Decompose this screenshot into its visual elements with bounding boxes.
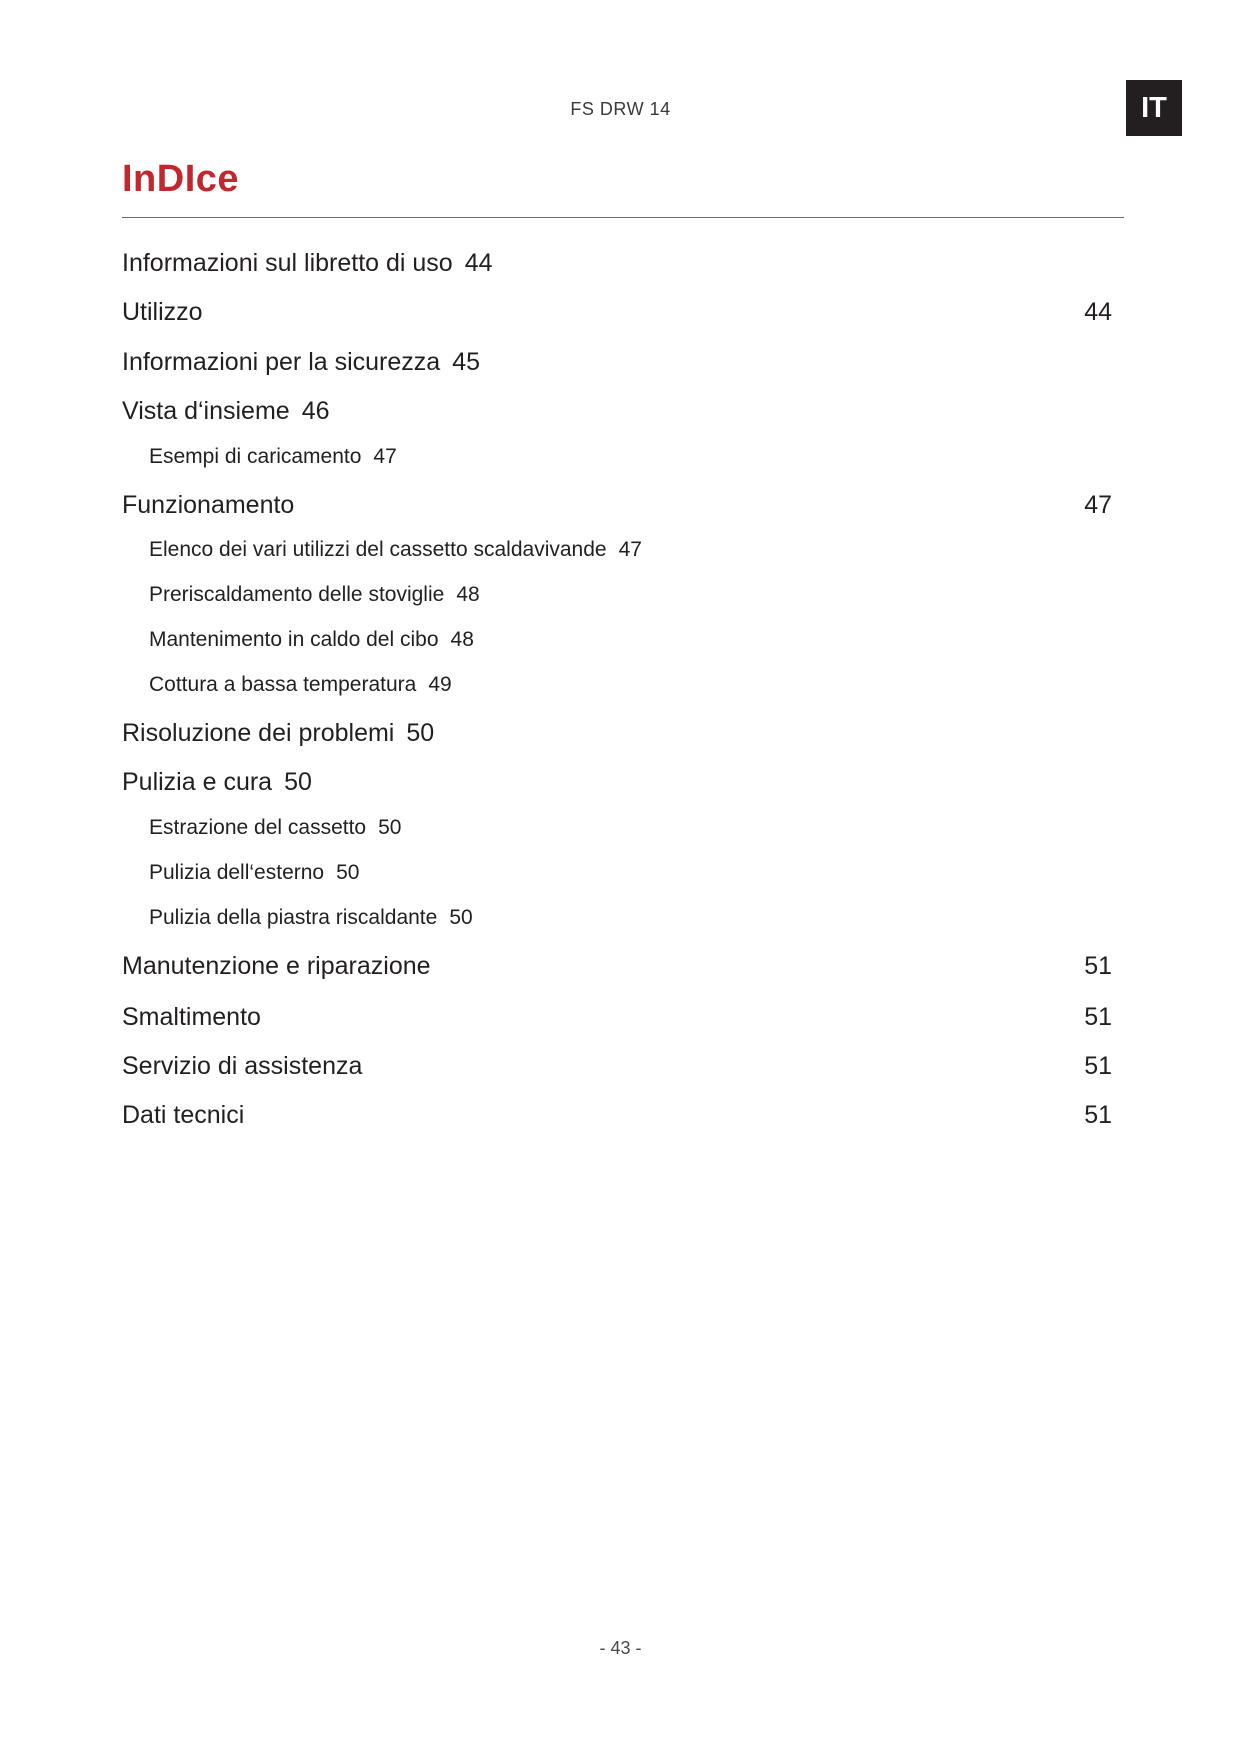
toc-entry-label: Utilizzo bbox=[122, 298, 203, 326]
toc-entry-page: 51 bbox=[1084, 1052, 1112, 1080]
toc-entry-label: Mantenimento in caldo del cibo bbox=[149, 628, 439, 651]
toc-entry-label: Pulizia e cura bbox=[122, 768, 273, 796]
toc-entry-label: Funzionamento bbox=[122, 491, 295, 519]
toc-entry-page: 50 bbox=[406, 719, 435, 747]
toc-entry-page: 47 bbox=[1084, 491, 1112, 519]
toc-entry-label: Cottura a bassa temperatura bbox=[149, 673, 417, 696]
toc-entry-preriscaldamento[interactable] bbox=[149, 582, 1139, 608]
toc-entry-page: 48 bbox=[456, 583, 480, 606]
toc-entry-page: 51 bbox=[1084, 1101, 1112, 1129]
toc-entry-page: 47 bbox=[618, 538, 642, 561]
toc-entry-esempi-caricamento[interactable] bbox=[149, 444, 1139, 470]
toc-entry-page: 49 bbox=[428, 673, 452, 696]
toc-entry-page: 51 bbox=[1084, 1003, 1112, 1031]
toc-entry-dati-tecnici[interactable] bbox=[122, 1100, 1112, 1130]
toc-entry-informazioni-libretto[interactable] bbox=[122, 248, 1112, 278]
toc-entry-page: 50 bbox=[336, 861, 360, 884]
toc-entry-page: 51 bbox=[1084, 952, 1112, 980]
toc-entry-label: Pulizia della piastra riscaldante bbox=[149, 906, 438, 929]
toc-entry-label: Pulizia dell‘esterno bbox=[149, 861, 325, 884]
toc-entry-label: Dati tecnici bbox=[122, 1101, 245, 1129]
toc-entry-label: Smaltimento bbox=[122, 1003, 261, 1031]
toc-entry-mantenimento-caldo[interactable] bbox=[149, 627, 1139, 653]
toc-entry-label: Estrazione del cassetto bbox=[149, 816, 367, 839]
toc-entry-pulizia-esterno[interactable] bbox=[149, 860, 1139, 886]
toc-entry-label: Manutenzione e riparazione bbox=[122, 952, 431, 980]
toc-entry-cottura-bassa-temperatura[interactable] bbox=[149, 672, 1139, 698]
toc-entry-manutenzione-riparazione[interactable] bbox=[122, 951, 1112, 981]
document-model-header: FS DRW 14 bbox=[570, 99, 671, 119]
toc-entry-page: 45 bbox=[452, 348, 481, 376]
toc-entry-sicurezza[interactable] bbox=[122, 347, 1112, 377]
toc-entry-vista-insieme[interactable] bbox=[122, 396, 1112, 426]
toc-entry-label: Informazioni per la sicurezza bbox=[122, 348, 441, 376]
toc-entry-label: Esempi di caricamento bbox=[149, 445, 362, 468]
toc-entry-utilizzo[interactable] bbox=[122, 297, 1112, 327]
toc-entry-label: Elenco dei vari utilizzi del cassetto scaldavivande bbox=[149, 538, 607, 561]
toc-entry-servizio-assistenza[interactable] bbox=[122, 1051, 1112, 1081]
toc-entry-page: 50 bbox=[284, 768, 312, 796]
toc-entry-page: 44 bbox=[1084, 298, 1112, 326]
toc-entry-risoluzione-problemi[interactable] bbox=[122, 718, 1112, 748]
toc-entry-page: 44 bbox=[464, 249, 493, 277]
toc-entry-elenco-utilizzi[interactable] bbox=[149, 537, 1139, 563]
page-number: - 43 - bbox=[599, 1638, 642, 1658]
toc-entry-page: 50 bbox=[378, 816, 402, 839]
toc-entry-label: Servizio di assistenza bbox=[122, 1052, 363, 1080]
toc-entry-label: Vista d‘insieme bbox=[122, 397, 290, 425]
toc-entry-page: 46 bbox=[301, 397, 330, 425]
toc-entry-estrazione-cassetto[interactable] bbox=[149, 815, 1139, 841]
toc-entry-page: 47 bbox=[373, 445, 397, 468]
toc-entry-pulizia-cura[interactable] bbox=[122, 767, 1112, 797]
toc-entry-label: Risoluzione dei problemi bbox=[122, 719, 395, 747]
toc-entry-page: 50 bbox=[449, 906, 473, 929]
toc-entry-funzionamento[interactable] bbox=[122, 490, 1112, 520]
toc-entry-pulizia-piastra[interactable] bbox=[149, 905, 1139, 931]
language-badge: IT bbox=[1126, 80, 1182, 136]
toc-entry-page: 48 bbox=[450, 628, 474, 651]
toc-entry-label: Preriscaldamento delle stoviglie bbox=[149, 583, 445, 606]
toc-entry-label: Informazioni sul libretto di uso bbox=[122, 249, 453, 277]
toc-entry-smaltimento[interactable] bbox=[122, 1002, 1112, 1032]
page-title: InDIce bbox=[122, 158, 240, 200]
